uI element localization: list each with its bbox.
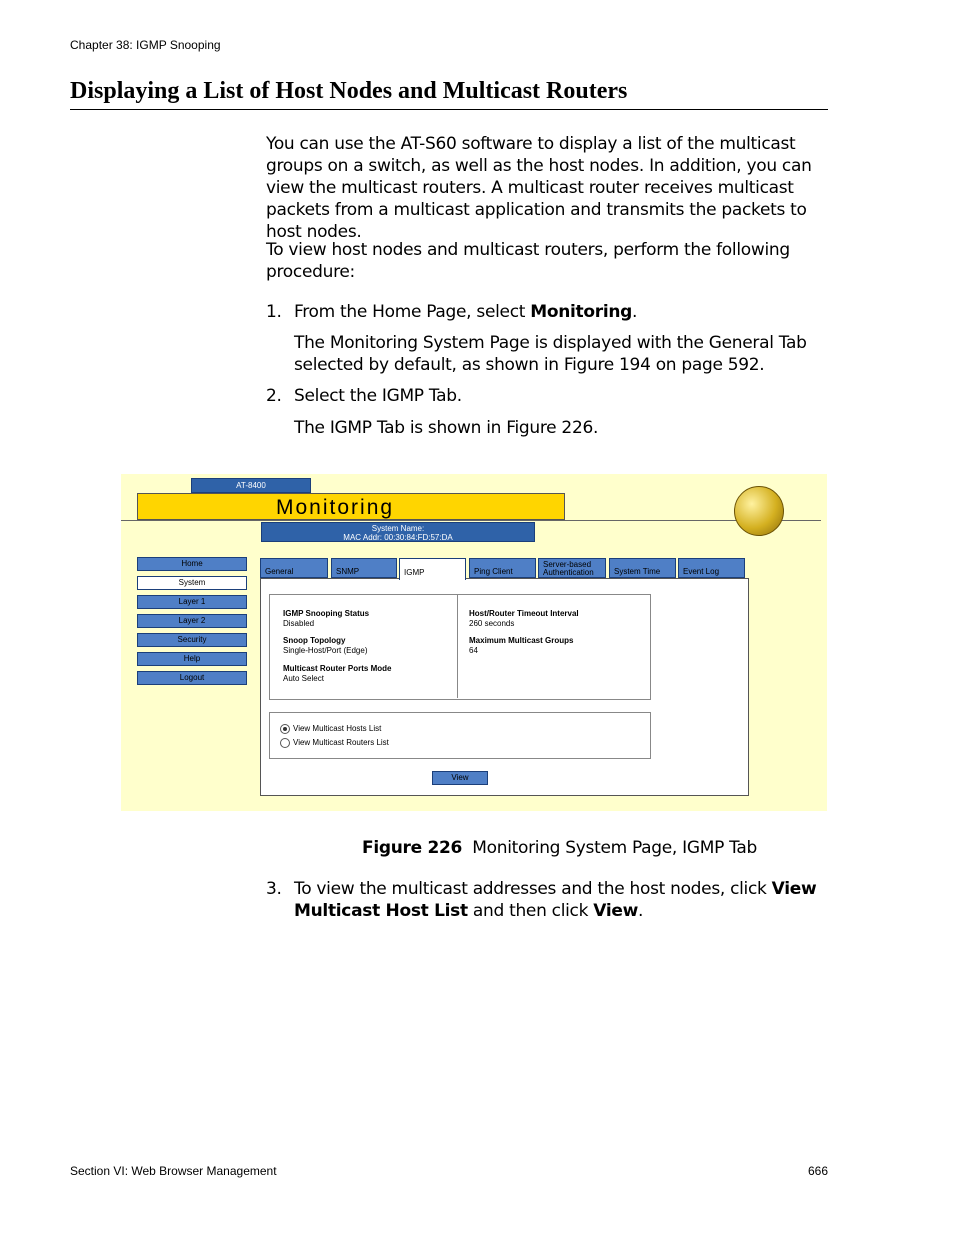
monitoring-screenshot [121, 474, 827, 811]
timeout-label: Host/Router Timeout Interval [469, 609, 579, 618]
chapter-header: Chapter 38: IGMP Snooping [70, 38, 221, 52]
step-3 [266, 878, 828, 922]
page-number: 666 [807, 1164, 828, 1178]
tab-ping-client[interactable]: Ping Client [469, 558, 536, 578]
nav-security-button[interactable]: Security [137, 633, 247, 647]
snoop-topology-label: Snoop Topology [283, 636, 346, 645]
step-3-bold-hosts: View Multicast Host List [294, 879, 817, 921]
step-3-text: To view the multicast addresses and the host nodes, click [294, 879, 772, 899]
step-1-end: . [632, 302, 638, 322]
max-groups-value: 64 [469, 646, 478, 655]
mac-address: MAC Addr: 00:30:84:FD:57:DA [343, 533, 453, 542]
router-ports-value: Auto Select [283, 674, 324, 683]
nav-layer1-button[interactable]: Layer 1 [137, 595, 247, 609]
section-title: Displaying a List of Host Nodes and Multicast Routers [70, 78, 828, 110]
step-2 [266, 385, 828, 407]
figure-text: Monitoring System Page, IGMP Tab [472, 838, 758, 858]
system-name-label: System Name: [371, 524, 425, 533]
step-2-number: 2. [266, 386, 282, 406]
nav-help-button[interactable]: Help [137, 652, 247, 666]
view-options-box [269, 712, 651, 759]
step-3-bold-view: View [593, 901, 638, 921]
step-3-mid: and then click [467, 901, 594, 921]
footer-section: Section VI: Web Browser Management [70, 1164, 277, 1178]
system-name-box [261, 522, 535, 542]
model-label: AT-8400 [191, 478, 311, 493]
intro-paragraph: You can use the AT-S60 software to display a list of the multicast groups on a switch, as well as the host nodes. In addition, you can view the multicast routers. A multicast router receives multicast packets from a multicast application and transmits the packets to host nodes. [266, 134, 812, 242]
figure-label: Figure 226 [362, 838, 463, 858]
globe-logo-icon [734, 486, 784, 536]
step-2-text: Select the IGMP Tab. [294, 386, 462, 406]
step-1 [266, 301, 828, 323]
routers-list-radio[interactable] [280, 738, 290, 748]
step-1-note: The Monitoring System Page is displayed with the General Tab selected by default, as shown in Figure 194 on page 592. [294, 333, 807, 375]
tab-system-time[interactable]: System Time [609, 558, 676, 578]
banner-divider [121, 520, 821, 521]
tab-general[interactable]: General [260, 558, 328, 578]
router-ports-label: Multicast Router Ports Mode [283, 664, 392, 673]
tab-igmp[interactable]: IGMP [399, 558, 466, 580]
tab-event-log[interactable]: Event Log [678, 558, 745, 578]
step-2-note: The IGMP Tab is shown in Figure 226. [294, 418, 599, 438]
tab-server-based-authentication[interactable]: Server-based Authentication [538, 558, 606, 578]
hosts-list-radio[interactable] [280, 724, 290, 734]
step-1-number: 1. [266, 302, 282, 322]
timeout-value: 260 seconds [469, 619, 515, 628]
figure-caption [362, 838, 757, 858]
igmp-status-value: Disabled [283, 619, 315, 628]
tab-snmp[interactable]: SNMP [331, 558, 397, 578]
igmp-status-label: IGMP Snooping Status [283, 609, 370, 618]
settings-divider [457, 594, 458, 698]
nav-system-button[interactable]: System [137, 576, 247, 590]
monitoring-banner: Monitoring [137, 493, 565, 520]
snoop-topology-value: Single-Host/Port (Edge) [283, 646, 368, 655]
nav-layer2-button[interactable]: Layer 2 [137, 614, 247, 628]
nav-logout-button[interactable]: Logout [137, 671, 247, 685]
nav-home-button[interactable]: Home [137, 557, 247, 571]
max-groups-label: Maximum Multicast Groups [469, 636, 574, 645]
routers-list-label: View Multicast Routers List [293, 738, 389, 747]
step-3-number: 3. [266, 879, 282, 899]
hosts-list-label: View Multicast Hosts List [293, 724, 382, 733]
step-1-bold: Monitoring [530, 302, 633, 322]
view-button[interactable]: View [432, 771, 488, 785]
procedure-paragraph: To view host nodes and multicast routers, perform the following procedure: [266, 240, 790, 282]
step-1-text: From the Home Page, select [294, 302, 531, 322]
step-3-end: . [638, 901, 644, 921]
